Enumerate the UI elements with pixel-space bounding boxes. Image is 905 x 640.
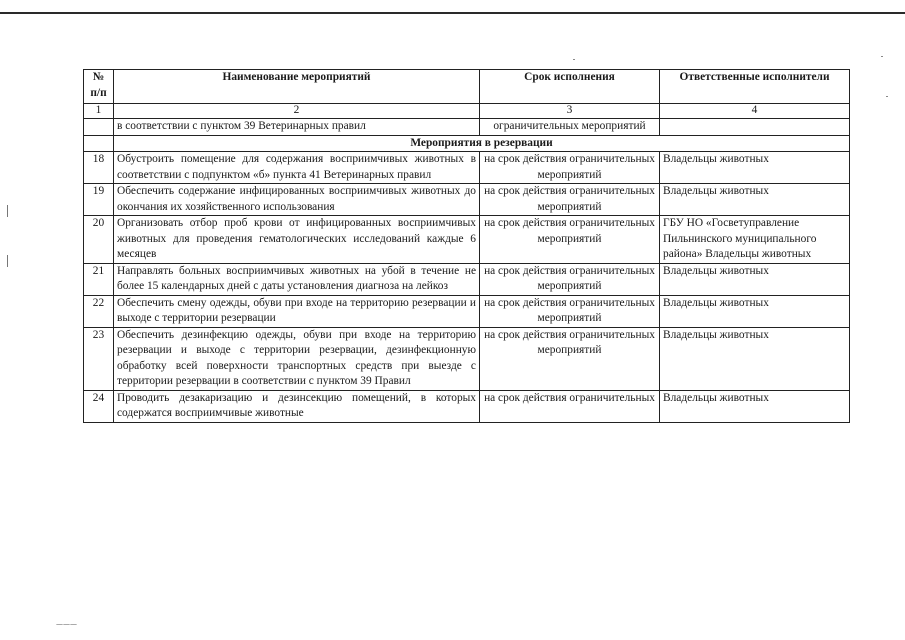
row-deadline: на срок действия ограничительных мероприятий: [480, 263, 660, 295]
table-row: [84, 152, 850, 184]
top-rule: [0, 12, 905, 14]
row-num: [84, 119, 114, 136]
scan-dot: [886, 96, 888, 97]
row-deadline: на срок действия ограничительных мероприятий: [480, 152, 660, 184]
row-responsible: Владельцы животных: [660, 327, 850, 390]
column-number: 4: [660, 104, 850, 119]
row-responsible: Владельцы животных: [660, 263, 850, 295]
row-responsible: Владельцы животных: [660, 295, 850, 327]
row-name: Обеспечить дезинфекцию одежды, обуви при входе на территорию резервации и выходе с территории резервации, дезинфекционную обработку всей поверхности транспортных средств при выезде с территории резервации в соответствии с пунктом 39 Правил: [114, 327, 480, 390]
header-row: [84, 70, 850, 104]
header-responsible: Ответственные исполнители: [660, 70, 850, 104]
header-deadline: Срок исполнения: [480, 70, 660, 104]
header-num: № п/п: [84, 70, 114, 104]
row-deadline: на срок действия ограничительных: [480, 390, 660, 422]
table-row: [84, 119, 850, 136]
row-responsible: [660, 119, 850, 136]
row-num: 20: [84, 216, 114, 264]
column-number: 1: [84, 104, 114, 119]
table-row: [84, 295, 850, 327]
section-num-cell: [84, 135, 114, 152]
row-name: Обеспечить смену одежды, обуви при входе на территорию резервации и выходе с территории резервации: [114, 295, 480, 327]
scan-footer-mark: ———: [56, 620, 77, 628]
header-name: Наименование мероприятий: [114, 70, 480, 104]
row-name: в соответствии с пунктом 39 Ветеринарных правил: [114, 119, 480, 136]
column-number: 3: [480, 104, 660, 119]
row-num: 23: [84, 327, 114, 390]
row-num: 19: [84, 184, 114, 216]
table-row: [84, 184, 850, 216]
table-row: [84, 327, 850, 390]
row-deadline: ограничительных мероприятий: [480, 119, 660, 136]
row-responsible: Владельцы животных: [660, 390, 850, 422]
row-responsible: ГБУ НО «Госветуправление Пильнинского муниципального района» Владельцы животных: [660, 216, 850, 264]
table-row: [84, 216, 850, 264]
row-name: Организовать отбор проб крови от инфицированных восприимчивых животных для проведения гематологических исследований каждые 6 месяцев: [114, 216, 480, 264]
row-deadline: на срок действия ограничительных мероприятий: [480, 295, 660, 327]
scan-margin-mark: [7, 205, 8, 217]
row-num: 24: [84, 390, 114, 422]
row-num: 18: [84, 152, 114, 184]
row-name: Обеспечить содержание инфицированных восприимчивых животных до окончания их хозяйственного использования: [114, 184, 480, 216]
table-row: [84, 390, 850, 422]
row-responsible: Владельцы животных: [660, 152, 850, 184]
scan-margin-mark: [7, 255, 8, 267]
scan-dot: [881, 56, 883, 57]
activities-table: [83, 69, 850, 423]
table-row: [84, 263, 850, 295]
row-name: Направлять больных восприимчивых животных на убой в течение не более 15 календарных дней с даты установления диагноза на лейкоз: [114, 263, 480, 295]
column-number-row: [84, 104, 850, 119]
row-name: Обустроить помещение для содержания восприимчивых животных в соответствии с подпунктом «б» пункта 41 Ветеринарных правил: [114, 152, 480, 184]
row-responsible: Владельцы животных: [660, 184, 850, 216]
section-title: Мероприятия в резервации: [114, 135, 850, 152]
row-num: 21: [84, 263, 114, 295]
scan-dot: [573, 59, 575, 60]
row-deadline: на срок действия ограничительных мероприятий: [480, 327, 660, 390]
section-row: [84, 135, 850, 152]
row-deadline: на срок действия ограничительных мероприятий: [480, 216, 660, 264]
column-number: 2: [114, 104, 480, 119]
row-name: Проводить дезакаризацию и дезинсекцию помещений, в которых содержатся восприимчивые животные: [114, 390, 480, 422]
row-deadline: на срок действия ограничительных мероприятий: [480, 184, 660, 216]
row-num: 22: [84, 295, 114, 327]
